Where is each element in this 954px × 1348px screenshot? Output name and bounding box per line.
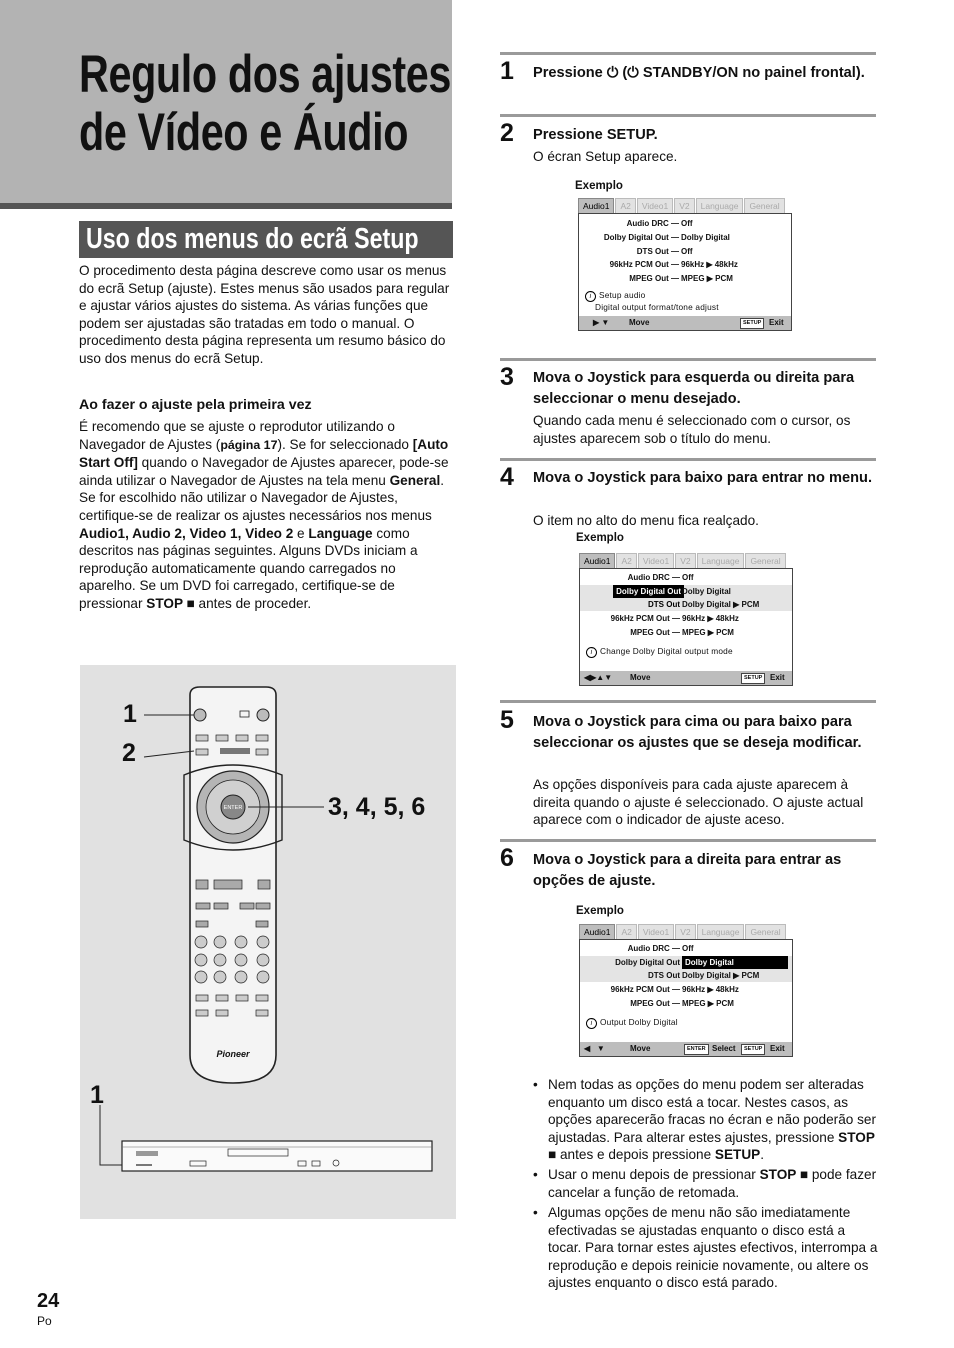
tab-v2[interactable]: V2 bbox=[675, 553, 695, 568]
step-divider bbox=[500, 52, 876, 55]
note-2: Usar o menu depois de pressionar STOP ■ pode fazer cancelar a função de retomada. bbox=[548, 1167, 877, 1200]
tab-v2[interactable]: V2 bbox=[675, 924, 695, 939]
setting-row[interactable]: 96kHz PCM Out — 96kHz ▶ 48kHz bbox=[609, 260, 738, 269]
stop-key-name: STOP ■ bbox=[146, 595, 195, 611]
text-run: antes de proceder. bbox=[194, 595, 312, 611]
tab-audio1[interactable]: Audio1 bbox=[579, 553, 615, 568]
setup-tabs bbox=[579, 553, 787, 568]
tab-language[interactable]: Language bbox=[696, 198, 744, 213]
step-4-heading: Mova o Joystick para baixo para entrar no menu. bbox=[533, 470, 873, 486]
step-number: 6 bbox=[500, 844, 514, 872]
page-title-line2: de Vídeo e Áudio bbox=[79, 103, 409, 162]
remote-brand-logo: Pioneer bbox=[216, 1049, 250, 1059]
setup-tabs bbox=[578, 198, 786, 213]
tab-a2[interactable]: A2 bbox=[615, 198, 635, 213]
intro-paragraph: O procedimento desta página descreve como usar os menus do ecrã Setup (ajuste). Estes menus são usados para regular e ajustar vários ajustes do sistema. As várias funções que podem ser ajustadas são tratadas em todo o manual. O procedimento desta página representa um resumo básico do uso dos menus do ecrã Setup. bbox=[79, 263, 450, 366]
bullet-icon: • bbox=[533, 1077, 538, 1092]
setting-row-selected-option[interactable]: Dolby Digital Out Dolby Digital bbox=[580, 956, 792, 969]
tab-a2[interactable]: A2 bbox=[616, 553, 636, 568]
callout-step-2: 2 bbox=[122, 739, 136, 767]
callout-steps-3-6: 3, 4, 5, 6 bbox=[328, 793, 426, 821]
move-hint: Move bbox=[630, 1044, 651, 1053]
setup-screen-option-select bbox=[579, 924, 793, 1058]
text-run: Se for escolhido não utilizar o Navegador de Ajustes, certifique-se de realizar os ajustes necessários nos menus bbox=[79, 490, 432, 523]
tab-general[interactable]: General bbox=[745, 924, 785, 939]
step-3-heading: Mova o Joystick para esquerda ou direita para seleccionar o menu desejado. bbox=[533, 370, 855, 407]
example-label: Exemplo bbox=[575, 180, 623, 192]
tab-language[interactable]: Language bbox=[697, 553, 745, 568]
setup-tabs bbox=[579, 924, 787, 939]
language-code: Po bbox=[37, 1314, 52, 1328]
step-5-body: As opções disponíveis para cada ajuste aparecem à direita quando o ajuste é seleccionado. O ajuste actual aparece com o indicador de ajuste aceso. bbox=[533, 777, 864, 828]
joystick-right-down-icon: ▶ ▼ bbox=[593, 318, 610, 327]
select-hint: Select bbox=[712, 1044, 736, 1053]
step-number: 1 bbox=[500, 57, 514, 85]
step-number: 2 bbox=[500, 119, 514, 147]
step-3-body: Quando cada menu é seleccionado com o cursor, os ajustes aparecem sob o título do menu. bbox=[533, 413, 851, 446]
setting-row[interactable]: Audio DRC — Off bbox=[627, 944, 694, 953]
title-divider bbox=[0, 203, 452, 209]
help-text: i Setup audio Digital output format/tone adjust bbox=[585, 290, 719, 313]
setup-menu-box bbox=[579, 939, 793, 1057]
setting-row-option[interactable]: DTS Out Dolby Digital ▶ PCM bbox=[580, 598, 792, 611]
move-hint: Move bbox=[630, 673, 651, 682]
menu-names: Audio1, Audio 2, Video 1, Video 2 bbox=[79, 525, 294, 541]
info-icon: i bbox=[585, 291, 596, 302]
setting-row[interactable]: MPEG Out — MPEG ▶ PCM bbox=[630, 628, 734, 637]
bullet-icon: • bbox=[533, 1205, 538, 1220]
move-hint: Move bbox=[629, 318, 650, 327]
joystick-four-way-icon: ◀▶▲▼ bbox=[584, 673, 613, 682]
step-number: 5 bbox=[500, 706, 514, 734]
text-run: como descritos nas páginas seguintes. Alguns DVDs iniciam a reprodução automaticamente quando carregados no aparelho. Se um DVD foi carregado, certifique-se de pressionar bbox=[79, 525, 418, 611]
step-divider bbox=[500, 358, 876, 361]
exit-hint: Exit bbox=[770, 673, 785, 682]
step-6-heading: Mova o Joystick para a direita para entrar as opções de ajuste. bbox=[533, 852, 842, 889]
step-2-body: O écran Setup aparece. bbox=[533, 149, 678, 164]
step-divider bbox=[500, 839, 876, 842]
setting-row[interactable]: 96kHz PCM Out — 96kHz ▶ 48kHz bbox=[610, 614, 739, 623]
tab-audio1[interactable]: Audio1 bbox=[578, 198, 614, 213]
enter-key-chip: ENTER bbox=[684, 1044, 709, 1055]
text-run: quando o Navegador de Ajustes aparecer, pode-se ainda utilizar o Navegador de Ajustes na tela menu bbox=[79, 455, 449, 488]
section-heading: Uso dos menus do ecrã Setup bbox=[86, 223, 419, 255]
step-number: 3 bbox=[500, 363, 514, 391]
help-text: i Output Dolby Digital bbox=[586, 1017, 678, 1029]
text-run: ). Se for seleccionado bbox=[277, 436, 413, 452]
setup-screen-audio1-entered bbox=[579, 553, 793, 687]
step-5-heading: Mova o Joystick para cima ou para baixo para seleccionar os ajustes que se deseja modificar. bbox=[533, 714, 862, 751]
text-run: (⏻ STANDBY/ON no painel frontal). bbox=[618, 65, 865, 81]
screen-footer bbox=[580, 671, 792, 685]
tab-video1[interactable]: Video1 bbox=[637, 198, 673, 213]
joystick-left-down-icon: ◀ ▼ bbox=[584, 1044, 605, 1053]
exit-hint: Exit bbox=[769, 318, 784, 327]
setting-row[interactable]: Audio DRC — Off bbox=[627, 573, 694, 582]
setup-key-chip: SETUP bbox=[741, 1044, 765, 1055]
menu-name: General bbox=[389, 472, 441, 488]
text-run: Pressione bbox=[533, 65, 607, 81]
note-1: Nem todas as opções do menu podem ser alteradas enquanto um disco está a tocar. Nestes casos, as opções aparecerão fracas no écran e não poderão ser ajustadas. Para alterar estes ajustes, pressione STOP ■ antes e depois pressione SETUP. bbox=[548, 1077, 876, 1163]
setting-row[interactable]: Dolby Digital Out — Dolby Digital bbox=[603, 233, 730, 242]
text-run: . bbox=[440, 472, 444, 488]
example-label: Exemplo bbox=[576, 532, 624, 544]
setup-key-chip: SETUP bbox=[740, 318, 764, 329]
remote-figure-panel bbox=[80, 665, 456, 1219]
callout-step-1: 1 bbox=[123, 700, 137, 728]
step-1-heading bbox=[533, 63, 878, 84]
setup-key-chip: SETUP bbox=[741, 673, 765, 684]
tab-audio1[interactable]: Audio1 bbox=[579, 924, 615, 939]
setup-menu-box bbox=[578, 213, 792, 331]
info-icon: i bbox=[586, 1018, 597, 1029]
setting-row[interactable]: DTS Out — Off bbox=[636, 247, 693, 256]
callout-step-1-player: 1 bbox=[90, 1081, 104, 1109]
setup-screen-audio1 bbox=[578, 198, 792, 332]
screen-footer bbox=[579, 316, 791, 330]
page-reference-link[interactable]: página 17 bbox=[220, 437, 278, 452]
setting-row[interactable]: MPEG Out — MPEG ▶ PCM bbox=[629, 274, 733, 283]
setting-row[interactable]: MPEG Out — MPEG ▶ PCM bbox=[630, 999, 734, 1008]
standby-power-icon: ⏻ bbox=[606, 65, 619, 81]
page-title-line1: Regulo dos ajustes bbox=[79, 45, 452, 104]
remote-and-player-illustration bbox=[80, 665, 456, 1219]
setting-row[interactable]: Audio DRC — Off bbox=[626, 219, 693, 228]
step-divider bbox=[500, 700, 876, 703]
bullet-icon: • bbox=[533, 1167, 538, 1182]
step-2-heading: Pressione SETUP. bbox=[533, 127, 658, 143]
exit-hint: Exit bbox=[770, 1044, 785, 1053]
text-run: É recomendo que se ajuste o reprodutor utilizando o Navegador de Ajustes ( bbox=[79, 419, 395, 452]
tab-general[interactable]: General bbox=[744, 198, 784, 213]
tab-video1[interactable]: Video1 bbox=[638, 924, 674, 939]
first-time-body bbox=[79, 418, 455, 613]
step-4-body: O item no alto do menu fica realçado. bbox=[533, 513, 759, 528]
setting-row[interactable]: 96kHz PCM Out — 96kHz ▶ 48kHz bbox=[610, 985, 739, 994]
tab-language[interactable]: Language bbox=[697, 924, 745, 939]
enter-button-label: ENTER bbox=[223, 805, 243, 811]
text-run: e bbox=[293, 525, 309, 541]
page-title bbox=[79, 45, 452, 162]
setup-menu-box bbox=[579, 568, 793, 686]
help-text: i Change Dolby Digital output mode bbox=[586, 646, 733, 658]
step-divider bbox=[500, 458, 876, 461]
tab-video1[interactable]: Video1 bbox=[638, 553, 674, 568]
tab-v2[interactable]: V2 bbox=[674, 198, 694, 213]
screen-footer bbox=[580, 1042, 792, 1056]
info-icon: i bbox=[586, 647, 597, 658]
first-time-heading: Ao fazer o ajuste pela primeira vez bbox=[79, 397, 312, 413]
setting-row-option[interactable]: DTS Out Dolby Digital ▶ PCM bbox=[580, 969, 792, 982]
note-3: Algumas opções de menu não são imediatamente efectivadas se ajustadas enquanto o disco está a tocar. Para tornar estes ajustes efectivos, interrompa a reprodução e depois reinicie novamente, ou altere os ajustes enquanto o disco está parado. bbox=[548, 1205, 878, 1291]
step-divider bbox=[500, 114, 876, 117]
page-number: 24 bbox=[37, 1290, 60, 1312]
tab-a2[interactable]: A2 bbox=[616, 924, 636, 939]
step-number: 4 bbox=[500, 463, 514, 491]
example-label: Exemplo bbox=[576, 905, 624, 917]
setting-row-highlighted[interactable]: Dolby Digital Out Dolby Digital bbox=[580, 585, 792, 598]
tab-general[interactable]: General bbox=[745, 553, 785, 568]
option-name: [Auto Start Off] bbox=[79, 436, 449, 471]
menu-name: Language bbox=[308, 525, 373, 541]
